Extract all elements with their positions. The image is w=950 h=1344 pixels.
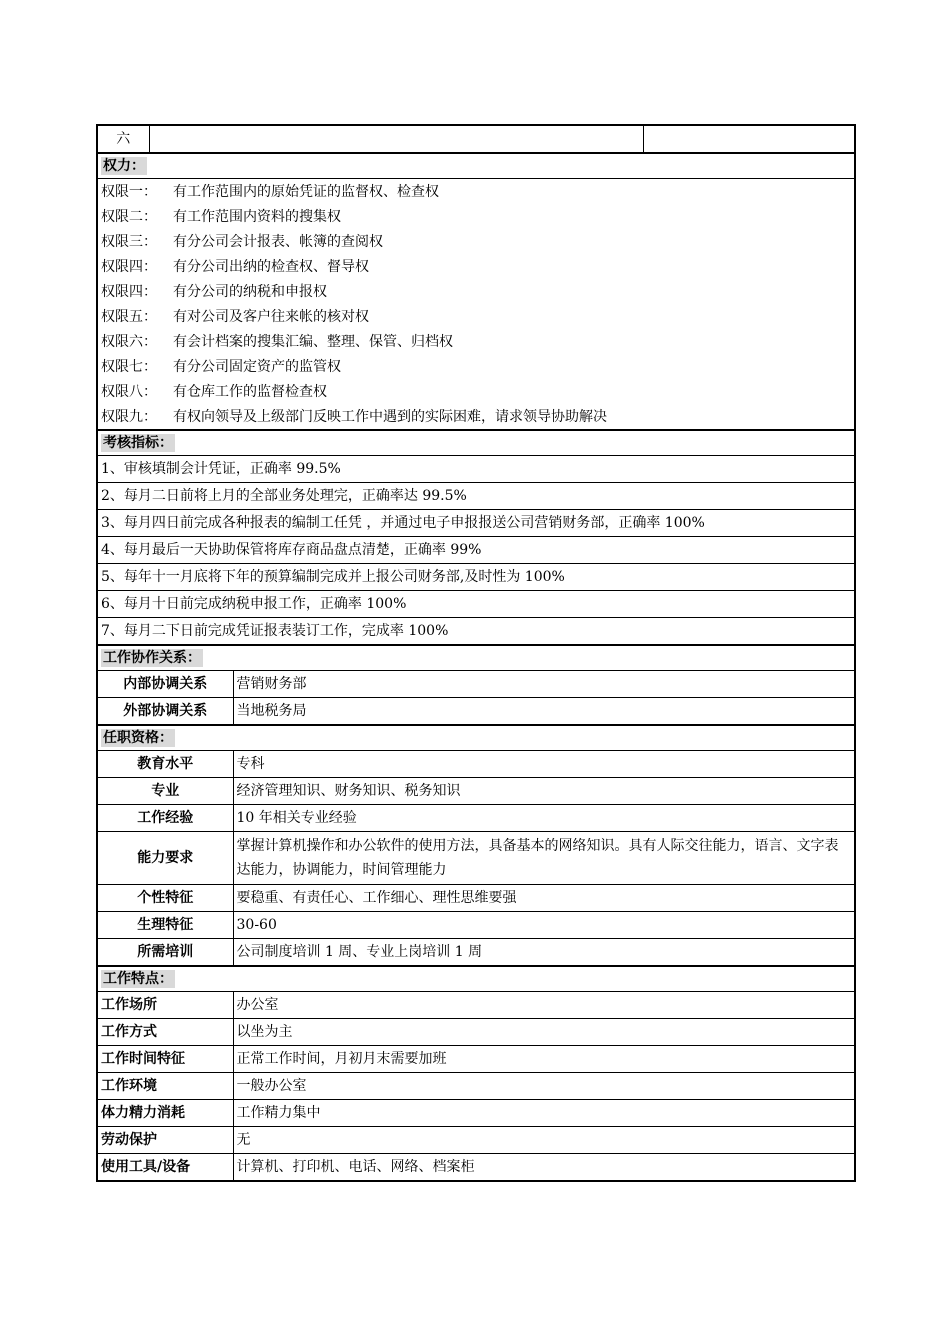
feature-row-label: 工作时间特征 xyxy=(97,1046,233,1073)
kpi-section-row xyxy=(97,430,855,456)
permission-text: 有分公司出纳的检查权、督导权 xyxy=(173,258,369,275)
feature-row-value: 无 xyxy=(233,1127,855,1154)
kpi-row-text: 5、每年十一月底将下年的预算编制完成并上报公司财务部,及时性为 100% xyxy=(97,564,855,591)
permission-cell xyxy=(97,379,855,404)
kpi-row xyxy=(97,591,855,618)
power-section-title: 权力： xyxy=(103,158,145,174)
power-section-row xyxy=(97,153,855,179)
permission-row xyxy=(97,179,855,205)
permission-row xyxy=(97,229,855,254)
feature-row xyxy=(97,1046,855,1073)
permission-text: 有分公司固定资产的监管权 xyxy=(173,358,341,375)
feature-row-label: 劳动保护 xyxy=(97,1127,233,1154)
permission-cell xyxy=(97,179,855,205)
relations-section-title: 工作协作关系： xyxy=(103,650,201,666)
permission-row xyxy=(97,279,855,304)
relation-row xyxy=(97,698,855,726)
qualification-row-label: 所需培训 xyxy=(97,939,233,967)
header-right-cell xyxy=(643,125,855,153)
kpi-row xyxy=(97,456,855,483)
feature-row xyxy=(97,1127,855,1154)
feature-row-value: 一般办公室 xyxy=(233,1073,855,1100)
permission-cell xyxy=(97,204,855,229)
qualification-row xyxy=(97,751,855,778)
kpi-row-text: 3、每月四日前完成各种报表的编制工任凭 ，并通过电子申报报送公司营销财务部，正确率 100% xyxy=(97,510,855,537)
kpi-row-text: 4、每月最后一天协助保管将库存商品盘点清楚，正确率 99% xyxy=(97,537,855,564)
qualification-row-label: 生理特征 xyxy=(97,912,233,939)
qualifications-section-row xyxy=(97,725,855,751)
header-row xyxy=(97,125,855,153)
permission-text: 有对公司及客户往来帐的核对权 xyxy=(173,308,369,325)
qualification-row-value: 30-60 xyxy=(233,912,855,939)
kpi-row-text: 2、每月二日前将上月的全部业务处理完，正确率达 99.5% xyxy=(97,483,855,510)
kpi-row xyxy=(97,537,855,564)
power-section-cell xyxy=(97,153,855,179)
relation-row-value: 当地税务局 xyxy=(233,698,855,726)
qualification-row-label: 能力要求 xyxy=(97,832,233,885)
permission-text: 有工作范围内资料的搜集权 xyxy=(173,208,341,225)
permission-text: 有仓库工作的监督检查权 xyxy=(173,383,327,400)
qualification-row-label: 专业 xyxy=(97,778,233,805)
kpi-row-text: 7、每月二下日前完成凭证报表装订工作，完成率 100% xyxy=(97,618,855,646)
qualification-row-label: 个性特征 xyxy=(97,885,233,912)
section-number: 六 xyxy=(97,125,149,153)
permission-row xyxy=(97,204,855,229)
job-description-table xyxy=(96,124,856,1182)
qualification-row xyxy=(97,885,855,912)
features-section-cell xyxy=(97,966,855,992)
permission-tag: 权限一： xyxy=(101,183,157,200)
feature-row-value: 正常工作时间，月初月末需要加班 xyxy=(233,1046,855,1073)
feature-row xyxy=(97,1154,855,1182)
kpi-row xyxy=(97,564,855,591)
qualification-row-value: 10 年相关专业经验 xyxy=(233,805,855,832)
permission-tag: 权限七： xyxy=(101,358,157,375)
kpi-section-title: 考核指标： xyxy=(103,435,173,451)
permission-text: 有分公司会计报表、帐簿的查阅权 xyxy=(173,233,383,250)
kpi-row xyxy=(97,618,855,646)
kpi-row xyxy=(97,510,855,537)
relation-row-label: 外部协调关系 xyxy=(97,698,233,726)
qualification-row xyxy=(97,805,855,832)
permission-tag: 权限六： xyxy=(101,333,157,350)
feature-row xyxy=(97,1073,855,1100)
permission-row xyxy=(97,254,855,279)
permission-tag: 权限九： xyxy=(101,408,157,425)
permission-tag: 权限八： xyxy=(101,383,157,400)
header-mid-cell xyxy=(149,125,643,153)
permission-tag: 权限四： xyxy=(101,258,157,275)
kpi-row-text: 6、每月十日前完成纳税申报工作，正确率 100% xyxy=(97,591,855,618)
permission-cell xyxy=(97,354,855,379)
permission-text: 有会计档案的搜集汇编、整理、保管、归档权 xyxy=(173,333,453,350)
feature-row xyxy=(97,992,855,1019)
features-section-row xyxy=(97,966,855,992)
feature-row-label: 体力精力消耗 xyxy=(97,1100,233,1127)
feature-row-value: 工作精力集中 xyxy=(233,1100,855,1127)
feature-row-label: 工作环境 xyxy=(97,1073,233,1100)
permission-row xyxy=(97,354,855,379)
relation-row-label: 内部协调关系 xyxy=(97,671,233,698)
permission-row xyxy=(97,329,855,354)
feature-row xyxy=(97,1100,855,1127)
permission-cell xyxy=(97,304,855,329)
permission-text: 有分公司的纳税和申报权 xyxy=(173,283,327,300)
qualifications-section-cell xyxy=(97,725,855,751)
permission-tag: 权限四： xyxy=(101,283,157,300)
feature-row-label: 使用工具/设备 xyxy=(97,1154,233,1182)
qualification-row xyxy=(97,778,855,805)
permission-text: 有权向领导及上级部门反映工作中遇到的实际困难，请求领导协助解决 xyxy=(173,408,607,425)
permission-text: 有工作范围内的原始凭证的监督权、检查权 xyxy=(173,183,439,200)
permission-row xyxy=(97,304,855,329)
permission-tag: 权限二： xyxy=(101,208,157,225)
feature-row xyxy=(97,1019,855,1046)
qualification-row xyxy=(97,939,855,967)
kpi-row-text: 1、审核填制会计凭证，正确率 99.5% xyxy=(97,456,855,483)
qualification-row-value: 专科 xyxy=(233,751,855,778)
permission-row xyxy=(97,379,855,404)
permission-cell xyxy=(97,254,855,279)
permission-cell xyxy=(97,329,855,354)
feature-row-value: 计算机、打印机、电话、网络、档案柜 xyxy=(233,1154,855,1182)
permission-cell xyxy=(97,279,855,304)
qualification-row-value: 公司制度培训 1 周、专业上岗培训 1 周 xyxy=(233,939,855,967)
qualification-row xyxy=(97,832,855,885)
relation-row xyxy=(97,671,855,698)
feature-row-label: 工作方式 xyxy=(97,1019,233,1046)
permission-cell xyxy=(97,404,855,430)
qualification-row-value: 掌握计算机操作和办公软件的使用方法，具备基本的网络知识。具有人际交往能力，语言、文字表达能力，协调能力，时间管理能力 xyxy=(233,832,855,885)
table-body xyxy=(97,125,855,1181)
qualification-row-value: 要稳重、有责任心、工作细心、理性思维要强 xyxy=(233,885,855,912)
qualification-row-label: 工作经验 xyxy=(97,805,233,832)
qualifications-section-title: 任职资格： xyxy=(103,730,173,746)
features-section-title: 工作特点： xyxy=(103,971,173,987)
kpi-row xyxy=(97,483,855,510)
relations-section-row xyxy=(97,645,855,671)
relations-section-cell xyxy=(97,645,855,671)
permission-tag: 权限五： xyxy=(101,308,157,325)
job-description-sheet xyxy=(96,124,854,1182)
feature-row-value: 办公室 xyxy=(233,992,855,1019)
qualification-row xyxy=(97,912,855,939)
permission-row xyxy=(97,404,855,430)
qualification-row-value: 经济管理知识、财务知识、税务知识 xyxy=(233,778,855,805)
permission-tag: 权限三： xyxy=(101,233,157,250)
feature-row-value: 以坐为主 xyxy=(233,1019,855,1046)
feature-row-label: 工作场所 xyxy=(97,992,233,1019)
kpi-section-cell xyxy=(97,430,855,456)
qualification-row-label: 教育水平 xyxy=(97,751,233,778)
permission-cell xyxy=(97,229,855,254)
relation-row-value: 营销财务部 xyxy=(233,671,855,698)
